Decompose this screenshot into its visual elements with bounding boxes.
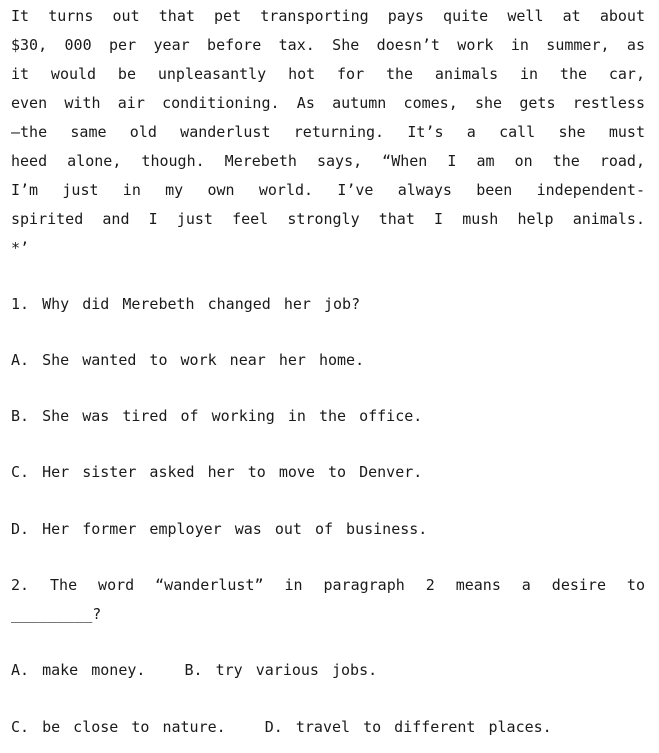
passage-line: it would be unpleasantly hot for the animals in the car, — [11, 65, 645, 83]
question-1-option-d: D. Her former employer was out of business. — [11, 520, 428, 538]
question-1-stem: 1. Why did Merebeth changed her job? — [11, 295, 361, 313]
passage-line: $30, 000 per year before tax. She doesn’t work in summer, as — [11, 36, 645, 54]
passage-line: *’ — [11, 239, 30, 257]
question-2-stem-blank: _________? — [11, 605, 102, 623]
passage-line: spirited and I just feel strongly that I mush help animals. — [11, 210, 645, 228]
question-1-option-a: A. She wanted to work near her home. — [11, 351, 365, 369]
question-2-stem: 2. The word “wanderlust” in paragraph 2 means a desire to — [11, 576, 645, 594]
passage-line: —the same old wanderlust returning. It’s a call she must — [11, 123, 645, 141]
question-1-option-c: C. Her sister asked her to move to Denver. — [11, 463, 423, 481]
question-1-option-b: B. She was tired of working in the office. — [11, 407, 423, 425]
question-2-options-cd: C. be close to nature. D. travel to different places. — [11, 718, 552, 736]
question-2-options-ab: A. make money. B. try various jobs. — [11, 661, 378, 679]
passage-paragraph — [11, 6, 645, 267]
passage-line: It turns out that pet transporting pays quite well at about — [11, 7, 645, 25]
passage-line: I’m just in my own world. I’ve always been independent- — [11, 181, 645, 199]
passage-line: even with air conditioning. As autumn comes, she gets restless — [11, 94, 645, 112]
passage-line: heed alone, though. Merebeth says, “When I am on the road, — [11, 152, 645, 170]
